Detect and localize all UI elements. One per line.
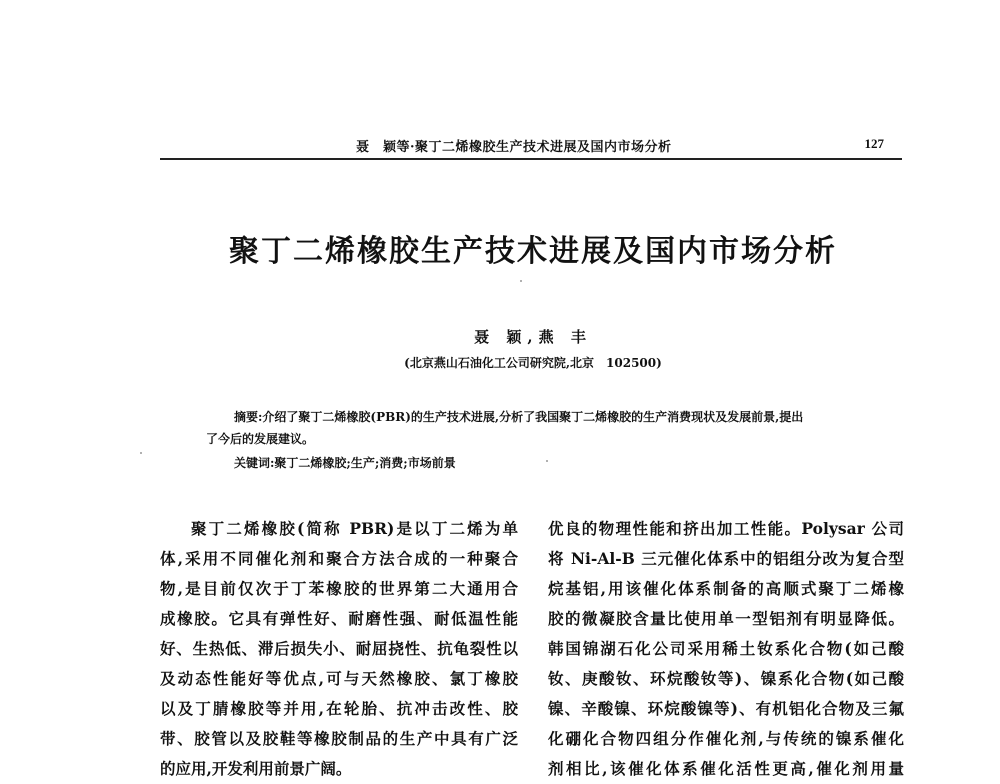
- keywords: 关键词:聚丁二烯橡胶;生产;消费;市场前景: [234, 456, 456, 470]
- scan-speck: [546, 460, 548, 462]
- scan-speck: [140, 452, 142, 454]
- body-line: 体,采用不同催化剂和聚合方法合成的一种聚合: [160, 549, 518, 568]
- body-line: 聚丁二烯橡胶(简称 PBR)是以丁二烯为单: [191, 519, 518, 538]
- affiliation: (北京燕山石油化工公司研究院,北京 102500): [404, 356, 662, 370]
- body-line: 韩国锦湖石化公司采用稀土钕系化合物(如己酸: [548, 639, 904, 658]
- body-line: 剂相比,该催化体系催化活性更高,催化剂用量: [548, 759, 904, 778]
- body-line: 成橡胶。它具有弹性好、耐磨性强、耐低温性能: [160, 609, 518, 628]
- body-line: 将 Ni-Al-B 三元催化体系中的铝组分改为复合型: [548, 549, 904, 568]
- abstract: [206, 406, 866, 450]
- body-line: 胶的微凝胶含量比使用单一型铝剂有明显降低。: [548, 609, 904, 628]
- body-line: 化硼化合物四组分作催化剂,与传统的镍系催化: [548, 729, 904, 748]
- body-column-left: [160, 514, 518, 784]
- running-header-text: 聂 颖等·聚丁二烯橡胶生产技术进展及国内市场分析: [356, 140, 672, 155]
- body-line: 镍、辛酸镍、环烷酸镍等)、有机铝化合物及三氟: [548, 699, 904, 718]
- body-line: 钕、庚酸钕、环烷酸钕等)、镍系化合物(如己酸: [548, 669, 904, 688]
- body-line: 好、生热低、滞后损失小、耐屈挠性、抗龟裂性以: [160, 639, 518, 658]
- body-line: 带、胶管以及胶鞋等橡胶制品的生产中具有广泛: [160, 729, 518, 748]
- article-title: 聚丁二烯橡胶生产技术进展及国内市场分析: [229, 234, 837, 269]
- abstract-line: 摘要:介绍了聚丁二烯橡胶(PBR)的生产技术进展,分析了我国聚丁二烯橡胶的生产消费现状及发展前景,提出: [234, 410, 804, 424]
- body-line: 优良的物理性能和挤出加工性能。Polysar 公司: [548, 519, 904, 538]
- abstract-line: 了今后的发展建议。: [206, 432, 315, 446]
- body-line: 以及丁腈橡胶等并用,在轮胎、抗冲击改性、胶: [160, 699, 518, 718]
- body-line: 及动态性能好等优点,可与天然橡胶、氯丁橡胶: [160, 669, 518, 688]
- running-header: [160, 134, 902, 156]
- authors: 聂 颖,燕 丰: [474, 328, 592, 346]
- page-number: 127: [864, 136, 884, 151]
- body-line: 物,是目前仅次于丁苯橡胶的世界第二大通用合: [160, 579, 518, 598]
- body-column-right: [548, 514, 904, 784]
- body-line: 的应用,开发利用前景广阔。: [160, 759, 352, 778]
- scan-speck: [520, 280, 522, 282]
- header-rule: [160, 158, 902, 160]
- body-line: 烷基铝,用该催化体系制备的高顺式聚丁二烯橡: [548, 579, 904, 598]
